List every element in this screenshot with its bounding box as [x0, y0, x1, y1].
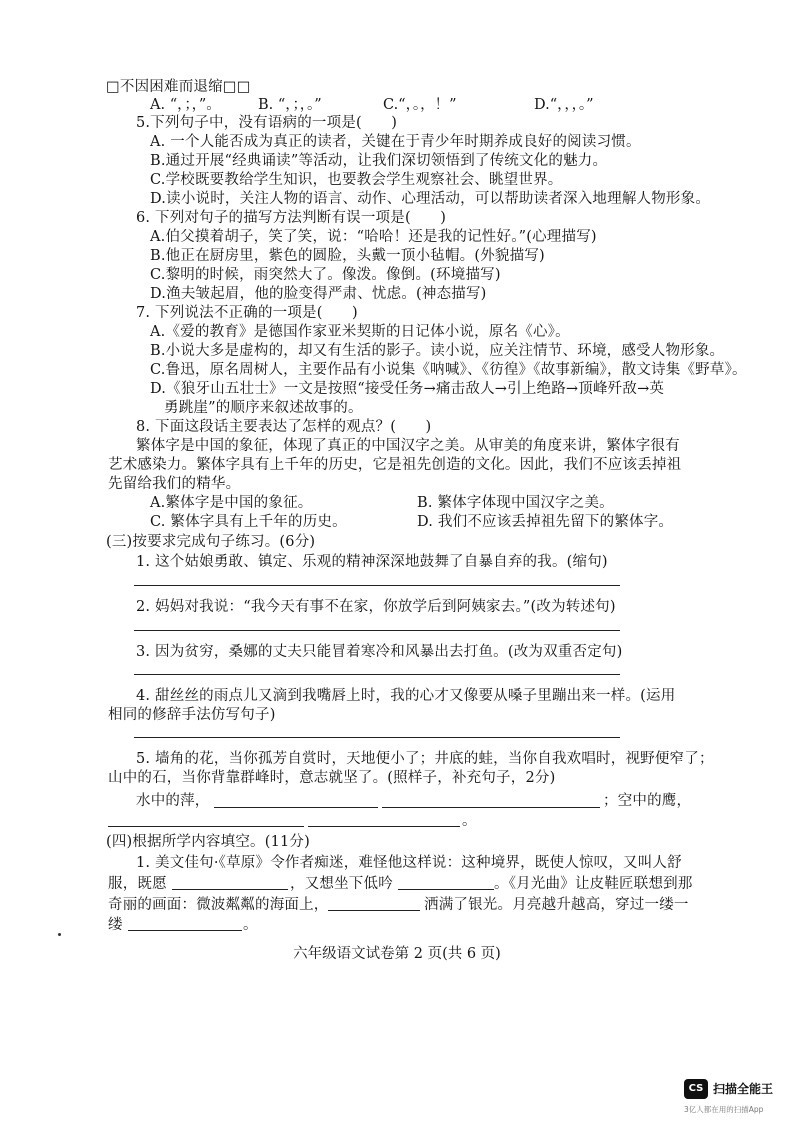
- s3-q4-line2: 相同的修辞手法仿写句子): [108, 707, 276, 723]
- camscanner-logo-icon: CS: [684, 1079, 708, 1099]
- q8-passage-3: 先留给我们的精华。: [108, 476, 241, 492]
- s4-q1-line3-b: 洒满了银光。月亮越升越高，穿过一缕一: [424, 897, 689, 913]
- s3-q3: 3. 因为贫穷，桑娜的丈夫只能冒着寒冷和风暴出去打鱼。(改为双重否定句): [136, 644, 623, 660]
- s4-blank-3[interactable]: [328, 910, 420, 911]
- s3-q1: 1. 这个姑娘勇敢、镇定、乐观的精神深深地鼓舞了自暴自弃的我。(缩句): [136, 554, 608, 570]
- s3-q3-answer-line[interactable]: [134, 674, 620, 675]
- s3-q2: 2. 妈妈对我说：“我今天有事不在家，你放学后到阿姨家去。”(改为转述句): [136, 599, 616, 615]
- s3-q4-answer-line[interactable]: [134, 737, 620, 738]
- q4-option-b: B. “，；，。”: [258, 97, 322, 113]
- brand-name: 扫描全能王: [713, 1082, 774, 1096]
- q6-stem: 6. 下列对句子的描写方法判断有误一项是( ): [136, 210, 447, 226]
- q8-option-c: C. 繁体字具有上千年的历史。: [150, 514, 347, 530]
- page-footer: 六年级语文试卷第 2 页(共 6 页): [293, 946, 501, 962]
- section4-header: (四)根据所学内容填空。(11分): [106, 834, 310, 850]
- q6-option-a: A.伯父摸着胡子，笑了笑，说：“哈哈！还是我的记性好。”(心理描写): [150, 229, 597, 245]
- q8-option-a: A.繁体字是中国的象征。: [150, 495, 313, 511]
- q8-stem: 8. 下面这段话主要表达了怎样的观点？( ): [136, 419, 432, 435]
- q6-option-c: C.黎明的时候，雨突然大了。像泼。像倒。(环境描写): [150, 267, 501, 283]
- brand-tagline: 3亿人都在用的扫描App: [684, 1105, 764, 1114]
- s3-q5-blank-4[interactable]: [308, 826, 460, 827]
- s4-blank-1[interactable]: [172, 889, 288, 890]
- s3-q5-end: 。: [462, 813, 477, 829]
- s4-q1-line3-a: 奇丽的画面：微波粼粼的海面上，: [108, 897, 329, 913]
- q7-option-d-cont: 勇跳崖”的顺序来叙述故事的。: [164, 400, 363, 416]
- s3-q5-blank-1[interactable]: [214, 807, 378, 808]
- s3-q5-line2: 山中的石，当你背靠群峰时，意志就坚了。(照样子，补充句子，2分): [108, 770, 556, 786]
- q8-passage-1: 繁体字是中国的象征，体现了真正的中国汉字之美。从审美的角度来讲，繁体字很有: [136, 438, 680, 454]
- q5-stem: 5.下列句子中，没有语病的一项是( ): [136, 115, 398, 131]
- top-line: □不因困难而退缩□□: [106, 79, 251, 95]
- s4-q1-line2-c: 。《月光曲》让皮鞋匠联想到那: [494, 876, 693, 892]
- s3-q5-line1: 5. 墙角的花，当你孤芳自赏时，天地便小了；井底的蛙，当你自我欢唱时，视野便窄了；: [136, 751, 714, 767]
- s3-q1-answer-line[interactable]: [134, 585, 620, 586]
- s3-q2-answer-line[interactable]: [134, 630, 620, 631]
- q5-option-d: D.读小说时，关注人物的语言、动作、心理活动，可以帮助读者深入地理解人物形象。: [150, 191, 711, 207]
- q7-option-a: A.《爱的教育》是德国作家亚米契斯的日记体小说，原名《心》。: [150, 324, 570, 340]
- q6-option-b: B.他正在厨房里，紫色的圆脸，头戴一顶小毡帽。(外貌描写): [150, 248, 545, 264]
- q6-option-d: D.渔夫皱起眉，他的脸变得严肃、忧虑。(神态描写): [150, 286, 487, 302]
- q5-option-b: B.通过开展“经典诵读”等活动，让我们深切领悟到了传统文化的魅力。: [150, 153, 608, 169]
- scanner-watermark: [684, 1079, 794, 1119]
- s4-q1-line4-b: 。: [243, 917, 258, 933]
- s3-q5-blank-2[interactable]: [382, 807, 600, 808]
- s3-q5-prompt-1: 水中的萍，: [136, 793, 210, 809]
- q5-option-c: C.学校既要教给学生知识，也要教会学生观察社会、眺望世界。: [150, 172, 563, 188]
- q4-option-d: D.“，，，。”: [534, 97, 594, 113]
- q8-option-b: B. 繁体字体现中国汉字之美。: [417, 495, 614, 511]
- s3-q5-blank-3[interactable]: [108, 826, 304, 827]
- s4-q1-line2-b: ，又想坐下低吟: [290, 876, 393, 892]
- q5-option-a: A. 一个人能否成为真正的读者，关键在于青少年时期养成良好的阅读习惯。: [150, 134, 641, 150]
- s3-q5-prompt-2: ；空中的鹰，: [603, 793, 692, 809]
- q4-option-a: A. “，；，”。: [150, 97, 221, 113]
- q4-option-c: C.“，。，！”: [383, 97, 457, 113]
- scan-dot: [58, 933, 61, 936]
- q7-option-b: B.小说大多是虚构的，却又有生活的影子。读小说，应关注情节、环境，感受人物形象。: [150, 343, 725, 359]
- s4-q1-line4-a: 缕: [108, 917, 123, 933]
- q7-stem: 7. 下列说法不正确的一项是( ): [136, 305, 358, 321]
- section3-header: (三)按要求完成句子练习。(6分): [106, 534, 316, 550]
- s4-q1-line2-a: 服，既愿: [108, 876, 167, 892]
- q7-option-d: D.《狼牙山五壮士》一文是按照“接受任务→痛击敌人→引上绝路→顶峰歼敌→英: [150, 381, 665, 397]
- s4-blank-4[interactable]: [128, 930, 242, 931]
- s4-q1-line1: 1. 美文佳句·《草原》令作者痴迷，难怪他这样说：这种境界，既使人惊叹，又叫人舒: [136, 855, 682, 871]
- s3-q4-line1: 4. 甜丝丝的雨点儿又滴到我嘴唇上时，我的心才又像要从嗓子里蹦出来一样。(运用: [136, 688, 676, 704]
- q8-option-d: D. 我们不应该丢掉祖先留下的繁体字。: [417, 514, 674, 530]
- q8-passage-2: 艺术感染力。繁体字具有上千年的历史，它是祖先创造的文化。因此，我们不应该丢掉祖: [108, 457, 682, 473]
- q7-option-c: C.鲁迅，原名周树人，主要作品有小说集《呐喊》、《彷徨》《故事新编》，散文诗集《野草》。: [150, 362, 747, 378]
- s4-blank-2[interactable]: [398, 889, 494, 890]
